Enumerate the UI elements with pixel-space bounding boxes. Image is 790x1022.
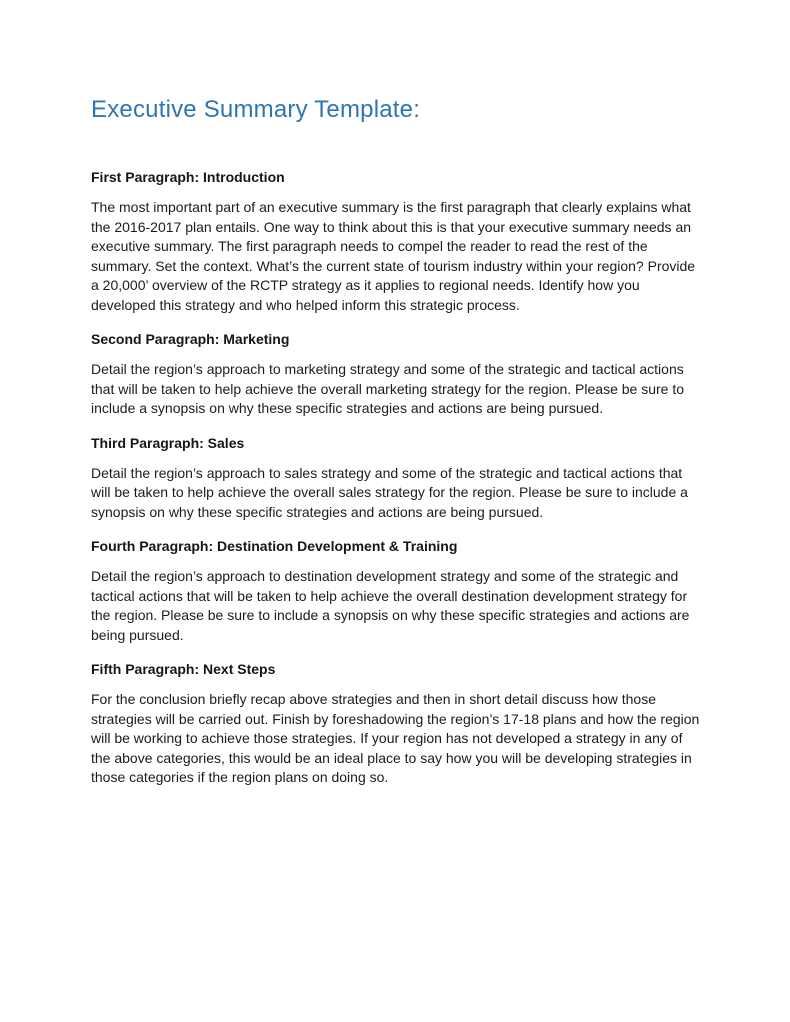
- section-heading-sales: Third Paragraph: Sales: [91, 434, 245, 451]
- section-heading-marketing: Second Paragraph: Marketing: [91, 331, 290, 347]
- section-introduction: [91, 168, 700, 315]
- document-title: Executive Summary Template:: [91, 96, 421, 123]
- section-next-steps: [91, 660, 700, 788]
- section-marketing: [91, 330, 700, 419]
- section-heading-destination-development: Fourth Paragraph: Destination Development & Training: [91, 538, 458, 554]
- section-destination-development: [91, 537, 700, 645]
- section-body-next-steps: For the conclusion briefly recap above strategies and then in short detail discuss how those strategies will be carried out. Finish by foreshadowing the region’s 17-18 plans and how the region will be working to achieve those strategies. If your region has not developed a strategy in any of the above categories, this would be an ideal place to say how you will be developing strategies in those categories if the region plans on doing so.: [91, 691, 700, 785]
- section-sales: [91, 434, 700, 523]
- section-heading-next-steps: Fifth Paragraph: Next Steps: [91, 661, 276, 677]
- section-body-destination-development: Detail the region’s approach to destination development strategy and some of the strategic and tactical actions that will be taken to help achieve the overall destination development strategy for the region. Please be sure to include a synopsis on why these specific strategies and actions are being pursued.: [91, 568, 690, 643]
- section-heading-introduction: First Paragraph: Introduction: [91, 169, 285, 185]
- section-body-marketing: Detail the region’s approach to marketing strategy and some of the strategic and tactical actions that will be taken to help achieve the overall marketing strategy for the region. Please be sure to include a synopsis on why these specific strategies and actions are being pursued.: [91, 361, 685, 416]
- section-body-introduction: The most important part of an executive summary is the first paragraph that clearly explains what the 2016-2017 plan entails. One way to think about this is that your executive summary needs an executive summary. The first paragraph needs to compel the reader to read the rest of the summary. Set the context. What’s the current state of tourism industry within your region? Provide a 20,000’ overview of the RCTP strategy as it applies to regional needs. Identify how you developed this strategy and who helped inform this strategic process.: [91, 199, 696, 313]
- section-body-sales: Detail the region’s approach to sales strategy and some of the strategic and tactical actions that will be taken to help achieve the overall sales strategy for the region. Please be sure to include a synopsis on why these specific strategies and actions are being pursued.: [91, 464, 688, 520]
